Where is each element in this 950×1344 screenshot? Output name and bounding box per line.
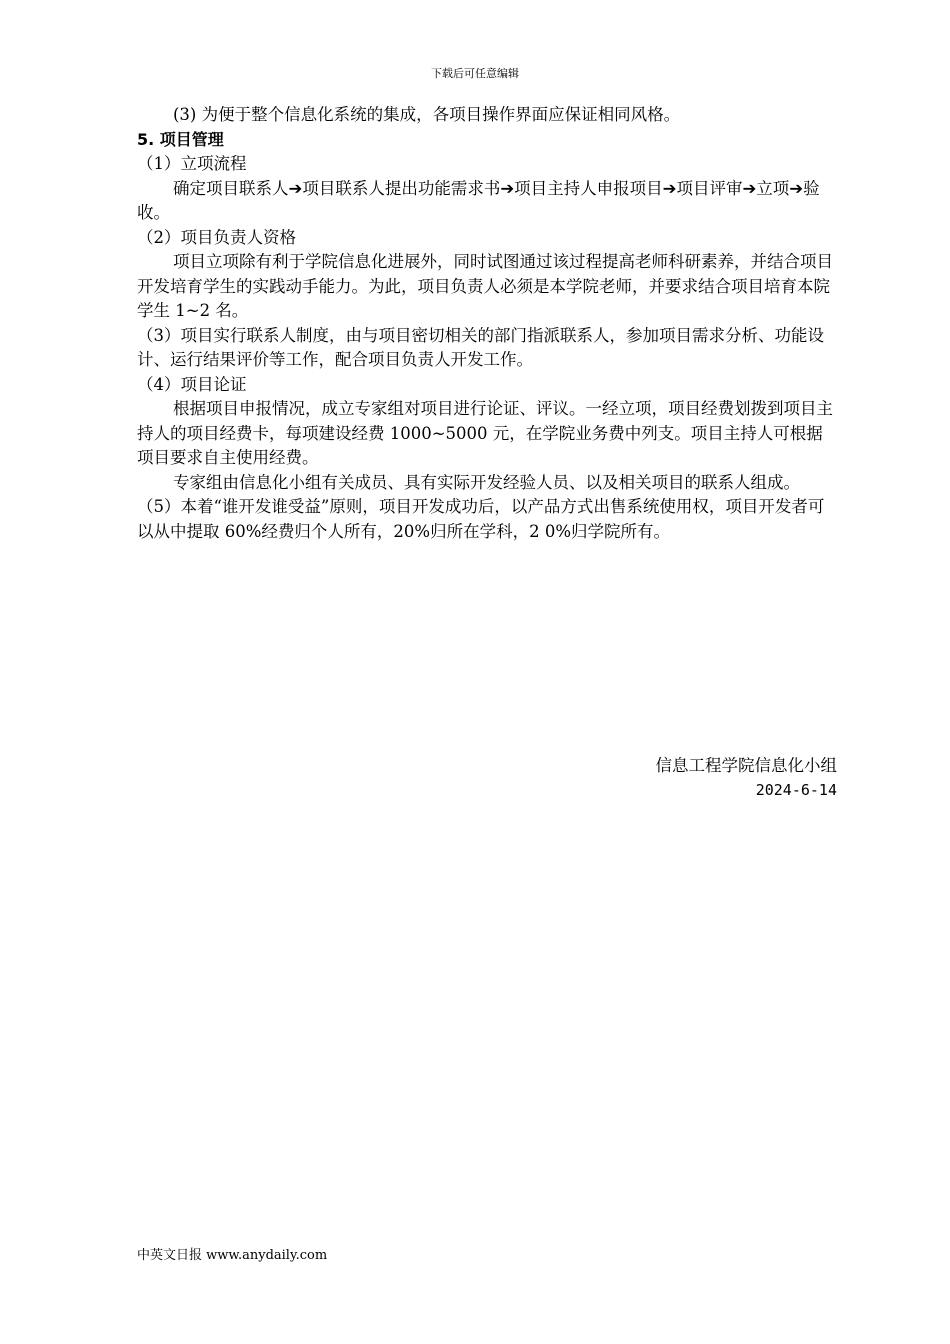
signature-block — [656, 753, 838, 803]
paragraph-ui-consistency: (3) 为便于整个信息化系统的集成，各项目操作界面应保证相同风格。 — [173, 105, 681, 124]
document-body — [137, 103, 837, 544]
paragraph-project-review: 根据项目申报情况，成立专家组对项目进行论证、评议。一经立项，项目经费划拨到项目主持人的项目经费卡，每项建设经费 1000~5000 元，在学院业务费中列支。项目主持人可根据项目要求自主使用经费。 — [137, 399, 833, 467]
subheading-leader-qualification: （2）项目负责人资格 — [137, 227, 296, 247]
page-header-note: 下载后可任意编辑 — [431, 67, 519, 80]
subheading-approval-process: （1）立项流程 — [137, 154, 247, 173]
section-title-project-management: 5. 项目管理 — [137, 129, 224, 149]
signature-date: 2024-6-14 — [755, 781, 837, 799]
page-footer: 中英文日报 www.anydaily.com — [137, 1248, 328, 1263]
paragraph-approval-process: 确定项目联系人➔项目联系人提出功能需求书➔项目主持人申报项目➔项目评审➔立项➔验收。 — [137, 178, 820, 222]
paragraph-contact-system: （3）项目实行联系人制度，由与项目密切相关的部门指派联系人，参加项目需求分析、功能设计、运行结果评价等工作，配合项目负责人开发工作。 — [137, 325, 824, 369]
paragraph-expert-group: 专家组由信息化小组有关成员、具有实际开发经验人员、以及相关项目的联系人组成。 — [173, 472, 800, 492]
paragraph-benefit-principle: （5）本着“谁开发谁受益”原则，项目开发成功后，以产品方式出售系统使用权，项目开发者可以从中提取 60%经费归个人所有，20%归所在学科，2 0%归学院所有。 — [137, 497, 825, 541]
signature-org: 信息工程学院信息化小组 — [655, 756, 837, 775]
subheading-project-review: （4）项目论证 — [137, 374, 247, 394]
paragraph-leader-qualification: 项目立项除有利于学院信息化进展外，同时试图通过该过程提高老师科研素养，并结合项目开发培育学生的实践动手能力。为此，项目负责人必须是本学院老师，并要求结合项目培育本院学生 1~2 名。 — [137, 252, 833, 320]
